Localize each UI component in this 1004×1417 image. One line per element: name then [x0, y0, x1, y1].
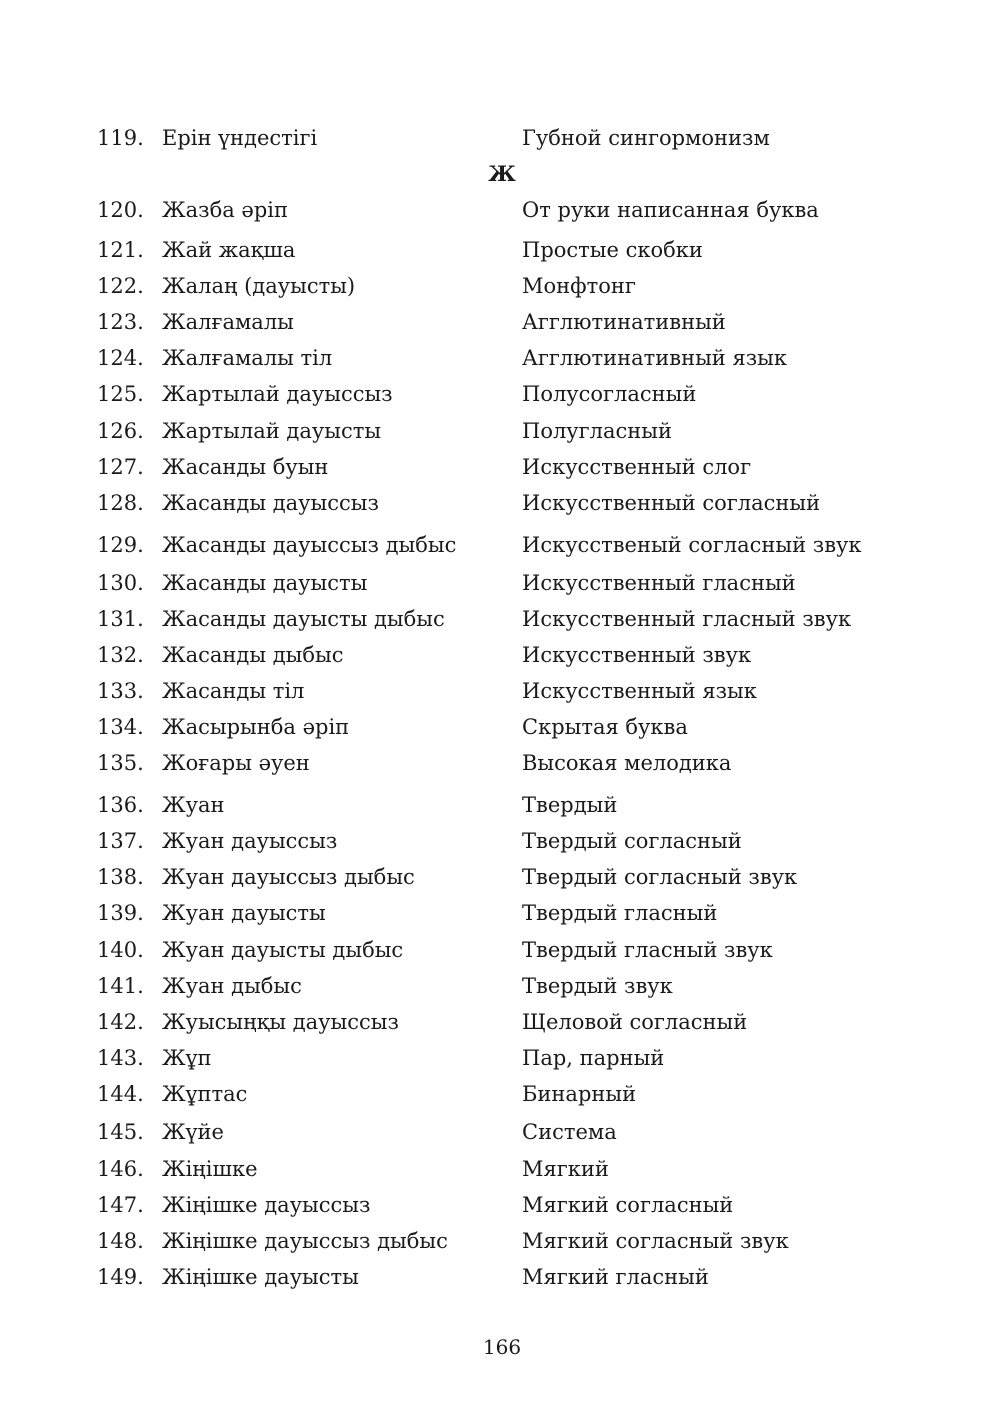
entry-number: 137. [97, 829, 144, 853]
entry-number: 146. [97, 1157, 144, 1181]
entry-term-russian: Твердый [522, 793, 618, 817]
entry-number: 132. [97, 643, 144, 667]
glossary-entry [0, 604, 1004, 634]
glossary-entry [0, 826, 1004, 856]
glossary-entry [0, 530, 1004, 560]
entry-number: 124. [97, 346, 144, 370]
entry-term-russian: Полусогласный [522, 382, 697, 406]
glossary-entry [0, 640, 1004, 670]
entry-term-kazakh: Жіңішке [162, 1157, 258, 1181]
entry-term-russian: Агглютинативный [522, 310, 726, 334]
entry-term-kazakh: Жуан дауыссыз дыбыс [162, 865, 415, 889]
glossary-entry [0, 1043, 1004, 1073]
glossary-entry [0, 935, 1004, 965]
entry-number: 145. [97, 1120, 144, 1144]
entry-number: 149. [97, 1265, 144, 1289]
glossary-entry [0, 1007, 1004, 1037]
entry-number: 148. [97, 1229, 144, 1253]
entry-term-kazakh: Жартылай дауысты [162, 419, 382, 443]
glossary-entry [0, 271, 1004, 301]
entry-term-kazakh: Жуан дауысты [162, 901, 326, 925]
entry-term-russian: Система [522, 1120, 617, 1144]
entry-term-kazakh: Жасанды дауысты дыбыс [162, 607, 445, 631]
entry-term-russian: Твердый гласный звук [522, 938, 773, 962]
entry-term-russian: Твердый согласный звук [522, 865, 798, 889]
entry-number: 119. [97, 126, 144, 150]
glossary-entry [0, 676, 1004, 706]
entry-term-kazakh: Жазба әріп [162, 198, 288, 222]
glossary-entry [0, 862, 1004, 892]
entry-term-russian: Искусственный гласный [522, 571, 796, 595]
entry-term-kazakh: Жасанды дауыссыз дыбыс [162, 533, 457, 557]
entry-number: 136. [97, 793, 144, 817]
entry-number: 123. [97, 310, 144, 334]
entry-number: 133. [97, 679, 144, 703]
entry-term-russian: Монфтонг [522, 274, 636, 298]
entry-number: 129. [97, 533, 144, 557]
entry-number: 139. [97, 901, 144, 925]
entry-term-russian: Высокая мелодика [522, 751, 732, 775]
section-letter-heading: Ж [488, 161, 516, 186]
entry-term-russian: Полугласный [522, 419, 672, 443]
entry-term-kazakh: Жуан дыбыс [162, 974, 302, 998]
entry-term-kazakh: Жұп [162, 1046, 212, 1070]
entry-term-russian: От руки написанная буква [522, 198, 819, 222]
entry-number: 127. [97, 455, 144, 479]
entry-number: 121. [97, 238, 144, 262]
entry-number: 135. [97, 751, 144, 775]
entry-term-kazakh: Жоғары әуен [162, 751, 310, 775]
entry-number: 125. [97, 382, 144, 406]
glossary-entry [0, 1226, 1004, 1256]
entry-number: 141. [97, 974, 144, 998]
entry-number: 142. [97, 1010, 144, 1034]
entry-term-kazakh: Жіңішке дауысты [162, 1265, 359, 1289]
entry-term-kazakh: Жасанды дауысты [162, 571, 368, 595]
page-number: 166 [482, 1335, 522, 1359]
entry-term-kazakh: Жүйе [162, 1120, 224, 1144]
entry-term-russian: Мягкий согласный [522, 1193, 734, 1217]
entry-term-russian: Мягкий [522, 1157, 609, 1181]
glossary-entry [0, 416, 1004, 446]
glossary-entry [0, 123, 1004, 153]
entry-term-russian: Губной сингормонизм [522, 126, 770, 150]
entry-number: 143. [97, 1046, 144, 1070]
entry-term-russian: Твердый звук [522, 974, 673, 998]
entry-term-russian: Скрытая буква [522, 715, 688, 739]
entry-term-kazakh: Жіңішке дауыссыз дыбыс [162, 1229, 448, 1253]
entry-term-kazakh: Жасанды буын [162, 455, 329, 479]
glossary-entry [0, 1190, 1004, 1220]
entry-term-kazakh: Жіңішке дауыссыз [162, 1193, 371, 1217]
entry-term-russian: Простые скобки [522, 238, 703, 262]
entry-term-kazakh: Жалғамалы [162, 310, 294, 334]
entry-term-kazakh: Жартылай дауыссыз [162, 382, 393, 406]
entry-number: 120. [97, 198, 144, 222]
entry-term-russian: Твердый гласный [522, 901, 718, 925]
entry-term-kazakh: Жалғамалы тіл [162, 346, 333, 370]
entry-term-kazakh: Ерін үндестігі [162, 126, 318, 150]
glossary-entry [0, 790, 1004, 820]
entry-term-russian: Искусственный согласный [522, 491, 821, 515]
glossary-entry [0, 379, 1004, 409]
entry-number: 147. [97, 1193, 144, 1217]
entry-term-kazakh: Жуан дауысты дыбыс [162, 938, 404, 962]
entry-number: 130. [97, 571, 144, 595]
entry-term-russian: Искусственный звук [522, 643, 752, 667]
glossary-entry [0, 971, 1004, 1001]
entry-term-kazakh: Жасанды дыбыс [162, 643, 344, 667]
entry-term-kazakh: Жұптас [162, 1082, 248, 1106]
entry-term-russian: Искусственный слог [522, 455, 752, 479]
glossary-entry [0, 568, 1004, 598]
entry-term-russian: Мягкий согласный звук [522, 1229, 789, 1253]
entry-term-russian: Агглютинативный язык [522, 346, 788, 370]
entry-term-russian: Щеловой согласный [522, 1010, 748, 1034]
entry-number: 134. [97, 715, 144, 739]
glossary-entry [0, 452, 1004, 482]
entry-term-kazakh: Жасанды дауыссыз [162, 491, 379, 515]
entry-number: 140. [97, 938, 144, 962]
glossary-entry [0, 1154, 1004, 1184]
glossary-entry [0, 307, 1004, 337]
entry-term-kazakh: Жасанды тіл [162, 679, 305, 703]
entry-term-russian: Искусственный язык [522, 679, 757, 703]
glossary-entry [0, 1117, 1004, 1147]
entry-number: 131. [97, 607, 144, 631]
glossary-entry [0, 898, 1004, 928]
glossary-entry [0, 1079, 1004, 1109]
entry-term-kazakh: Жуан дауыссыз [162, 829, 338, 853]
glossary-entry [0, 488, 1004, 518]
glossary-entry [0, 712, 1004, 742]
entry-term-russian: Искусственный гласный звук [522, 607, 852, 631]
glossary-entry [0, 235, 1004, 265]
entry-number: 138. [97, 865, 144, 889]
glossary-entry [0, 1262, 1004, 1292]
entry-term-kazakh: Жай жақша [162, 238, 296, 262]
entry-term-russian: Пар, парный [522, 1046, 665, 1070]
glossary-entry [0, 195, 1004, 225]
entry-number: 122. [97, 274, 144, 298]
entry-number: 144. [97, 1082, 144, 1106]
glossary-entry [0, 748, 1004, 778]
entry-term-kazakh: Жалаң (дауысты) [162, 274, 356, 298]
entry-term-russian: Бинарный [522, 1082, 637, 1106]
entry-term-kazakh: Жуысыңқы дауыссыз [162, 1010, 399, 1034]
entry-term-russian: Искусственый согласный звук [522, 533, 862, 557]
glossary-entry [0, 343, 1004, 373]
entry-number: 128. [97, 491, 144, 515]
entry-term-kazakh: Жуан [162, 793, 225, 817]
entry-term-kazakh: Жасырынба әріп [162, 715, 350, 739]
entry-term-russian: Мягкий гласный [522, 1265, 709, 1289]
entry-number: 126. [97, 419, 144, 443]
entry-term-russian: Твердый согласный [522, 829, 742, 853]
